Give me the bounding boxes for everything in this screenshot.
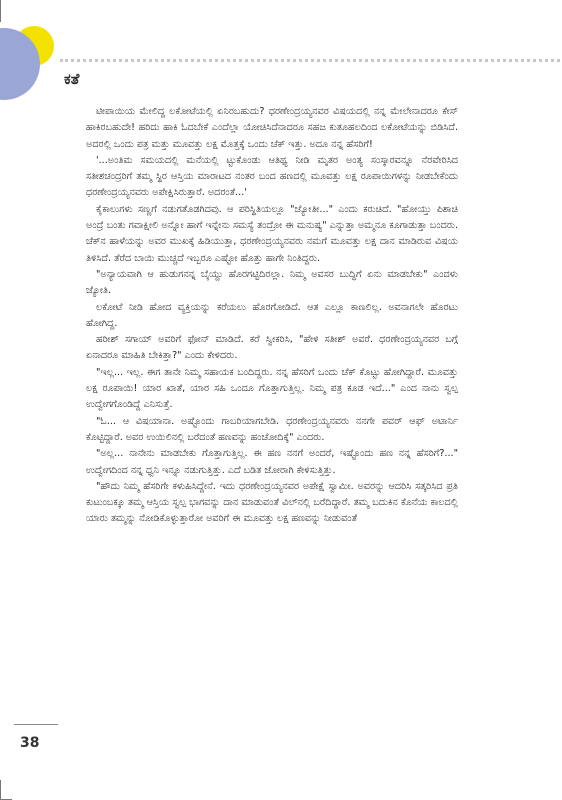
paragraph: '...ಅಂತಿಮ ಸಮಯದಲ್ಲಿ ಮನೆಯಲ್ಲಿ ಟ್ಟುಕೊಂಡು ಆತಿಥ್ಯ ನೀಡಿ ಮೃತರ ಅಂತ್ಯ ಸಂಸ್ಕಾರವನ್ನೂ ನೆರವೇರಿಸಿದ ಸತೀಶಚಂದ್ರರಿಗೆ ತಮ್ಮ ಸ್ಥಿರ ಆಸ್ತಿಯ ಮಾರಾಟದ ನಂತರ ಬಂದ ಹಣದಲ್ಲಿ ಮೂವತ್ತು ಲಕ್ಷ ರೂಪಾಯಿಗಳನ್ನು ನೀಡಬೇಕೆಂದು ಧರಣೇಂದ್ರಯ್ಯನವರು ಅಪೇಕ್ಷಿಸಿರುತ್ತಾರೆ. ಅದರಂತೆ...' xyxy=(86,154,458,199)
section-title: ಕತೆ xyxy=(64,70,80,88)
paragraph: ಲಕೋಟೆ ನೀಡಿ ಹೋದ ವ್ಯಕ್ತಿಯನ್ನು ಕರೆಯಲು ಹೊರಗೋಡಿದೆ. ಆತ ಎಲ್ಲೂ ಕಾಣಲಿಲ್ಲ. ಅವನಾಗಲೇ ಹೊರಟು ಹೋಗಿದ್ದ. xyxy=(86,301,458,329)
crop-mark-bottom-vertical xyxy=(0,780,1,800)
paragraph: "ಇಲ್ಲ... ಇಲ್ಲ. ಈಗ ತಾನೇ ನಿಮ್ಮ ಸಹಾಯಕ ಬಂದಿದ್ದರು. ನನ್ನ ಹೆಸರಿಗೆ ಒಂದು ಚೆಕ್ ಕೊಟ್ಟು ಹೋಗಿದ್ದಾರೆ. ಮೂವತ್ತು ಲಕ್ಷ ರೂಪಾಯಿ! ಯಾರ ಖಾತೆ, ಯಾರ ಸಹಿ ಒಂದೂ ಗೊತ್ತಾಗುತ್ತಿಲ್ಲ. ನಿಮ್ಮ ಪತ್ರ ಕೂಡ ಇದೆ..." ಎಂದ ನಾನು ಸ್ವಲ್ಪ ಉದ್ವೇಗಗೊಂಡಿದ್ದೆ ಎನಿಸುತ್ತೆ. xyxy=(86,366,458,411)
paragraph: "ಅಲ್ಲ... ನಾನೇನು ಮಾಡಬೇಕು ಗೊತ್ತಾಗುತ್ತಿಲ್ಲ. ಈ ಹಣ ನನಗೆ ಅಂದರೆ, ಇಷ್ಟೊಂದು ಹಣ ನನ್ನ ಹೆಸರಿಗೆ?..." ಉದ್ವೇಗದಿಂದ ನನ್ನ ಧ್ವನಿ ಇನ್ನೂ ನಡುಗುತ್ತಿತ್ತು. ಎದೆ ಬಡಿತ ಜೋರಾಗಿ ಕೇಳಿಸುತ್ತಿತ್ತು. xyxy=(86,448,458,476)
paragraph: "ಓ... ಆ ವಿಷಯಾನಾ. ಅಷ್ಟೊಂದು ಗಾಬರಿಯಾಗಬೇಡಿ. ಧರಣೇಂದ್ರಯ್ಯನವರು ನನಗೇ ಪವರ್ ಆಫ್ ಅಟಾರ್ನಿ ಕೊಟ್ಟಿದ್ದಾರೆ. ಅವರ ಉಯಿಲಿನಲ್ಲಿ ಬರೆದಂತೆ ಹಣವನ್ನು ಹಂಚೋದಿಕ್ಕೆ" ಎಂದರು. xyxy=(86,415,458,443)
header-dotted-rule xyxy=(60,59,560,62)
paragraph: ಕೈಕಾಲುಗಳು ಸಣ್ಣಗೆ ನಡುಗತೊಡಗಿದವು. ಆ ಪರಿಸ್ಥಿತಿಯಲ್ಲೂ "ಜ್ಯೋತೀ..." ಎಂದು ಕರುಚಿದೆ. "ಹೋಯ್ತು ಪಿಶಾಚಿ ಅಂದ್ರೆ ಬಂತು ಗವಾಕ್ಷೀಲಿ ಅನ್ನೋ ಹಾಗೆ ಇನ್ನೇನು ಸಮಸ್ಯೆ ತಂದ್ರೋ ಈ ಮನುಷ್ಯ" ಎನ್ನುತ್ತಾ ಅಮ್ಮನೂ ಕೂಗಾಡುತ್ತಾ ಬಂದರು. ಚೆಕ್‌ನ ಹಾಳೆಯನ್ನು ಅವರ ಮುಖಕ್ಕೆ ಹಿಡಿಯುತ್ತಾ, ಧರಣೇಂದ್ರಯ್ಯನವರು ನಮಗೆ ಮೂವತ್ತು ಲಕ್ಷ ದಾನ ಮಾಡಿರುವ ವಿಷಯ ತಿಳಿಸಿದೆ. ತೆರೆದ ಬಾಯಿ ಮುಚ್ಚದೆ ಇಬ್ಬರೂ ಎಷ್ಟೋ ಹೊತ್ತು ಹಾಗೇ ನಿಂತಿದ್ದರು. xyxy=(86,203,458,264)
paragraph: ಟೀಪಾಯಿಯ ಮೇಲಿದ್ದ ಲಕೋಟೆಯಲ್ಲಿ ಏನಿರಬಹುದು? ಧರಣೇಂದ್ರಯ್ಯನವರ ವಿಷಯದಲ್ಲಿ ನನ್ನ ಮೇಲೇನಾದರೂ ಕೇಸ್ ಹಾಕಿರಬಹುದೇ! ಹರಿದು ಹಾಕಿ ಓದಬೇಕೆ ಎಂದೆಲ್ಲಾ ಯೋಚಿಸಿದೆನಾದರೂ ಸಹಜ ಕುತೂಹಲದಿಂದ ಲಕೋಟೆಯನ್ನು ಬಿಡಿಸಿದೆ. ಅದರಲ್ಲಿ ಒಂದು ಪತ್ರ ಮತ್ತು ಮೂವತ್ತು ಲಕ್ಷ ಮೊತ್ತಕ್ಕೆ ಒಂದು ಚೆಕ್ ಇತ್ತು. ಅದೂ ನನ್ನ ಹೆಸರಿಗೆ! xyxy=(86,106,458,150)
paragraph: ಹರೀಶ್ ಸಗಾಯ್ ಅವರಿಗೆ ಫೋನ್ ಮಾಡಿದೆ. ಕರೆ ಸ್ವೀಕರಿಸಿ, "ಹೇಳಿ ಸತೀಶ್ ಅವರೆ. ಧರಣೇಂದ್ರಯ್ಯನವರ ಬಗ್ಗೆ ಏನಾದರೂ ಮಾಹಿತಿ ಬೇಕಿತ್ತಾ?" ಎಂದು ಕೇಳಿದರು. xyxy=(86,334,458,362)
paragraph: "ಅನ್ಯಾಯವಾಗಿ ಆ ಹುಡುಗನನ್ನ ಬೈಯ್ದು ಹೊರಗಟ್ಟಿದಿರಲ್ಲಾ. ನಿಮ್ಮ ಅವಸರ ಬುದ್ಧಿಗೆ ಏನು ಮಾಡಬೇಕು" ಎಂದಳು ಜ್ಯೋತಿ. xyxy=(86,268,458,297)
article-body xyxy=(86,104,458,528)
page-number: 38 xyxy=(20,735,40,751)
footer-rule xyxy=(14,724,58,725)
paragraph: "ಹೌದು ನಿಮ್ಮ ಹೆಸರಿಗೇ ಕಳುಹಿಸಿದ್ದೇನೆ. ಇದು ಧರಣೇಂದ್ರಯ್ಯನವರ ಅಪೇಕ್ಷೆ ಸ್ವಾಮೀ. ಅವರನ್ನು ಆದರಿಸಿ ಸತ್ಕರಿಸಿದ ಪ್ರತಿ ಕುಟುಂಬಕ್ಕೂ ತಮ್ಮ ಆಸ್ತಿಯ ಸ್ವಲ್ಪ ಭಾಗವನ್ನು ದಾನ ಮಾಡುವಂತೆ ವಿಲ್‌ನಲ್ಲಿ ಬರೆದಿದ್ದಾರೆ. ತಮ್ಮ ಬದುಕಿನ ಕೊನೆಯ ಕಾಲದಲ್ಲಿ ಯಾರು ತಮ್ಮನ್ನು ನೋಡಿಕೊಳ್ಳುತ್ತಾರೋ ಅವರಿಗೆ ಈ ಮೂವತ್ತು ಲಕ್ಷ ಹಣವನ್ನು ನೀಡುವಂತೆ xyxy=(86,480,458,525)
crop-mark-top xyxy=(0,0,1,22)
